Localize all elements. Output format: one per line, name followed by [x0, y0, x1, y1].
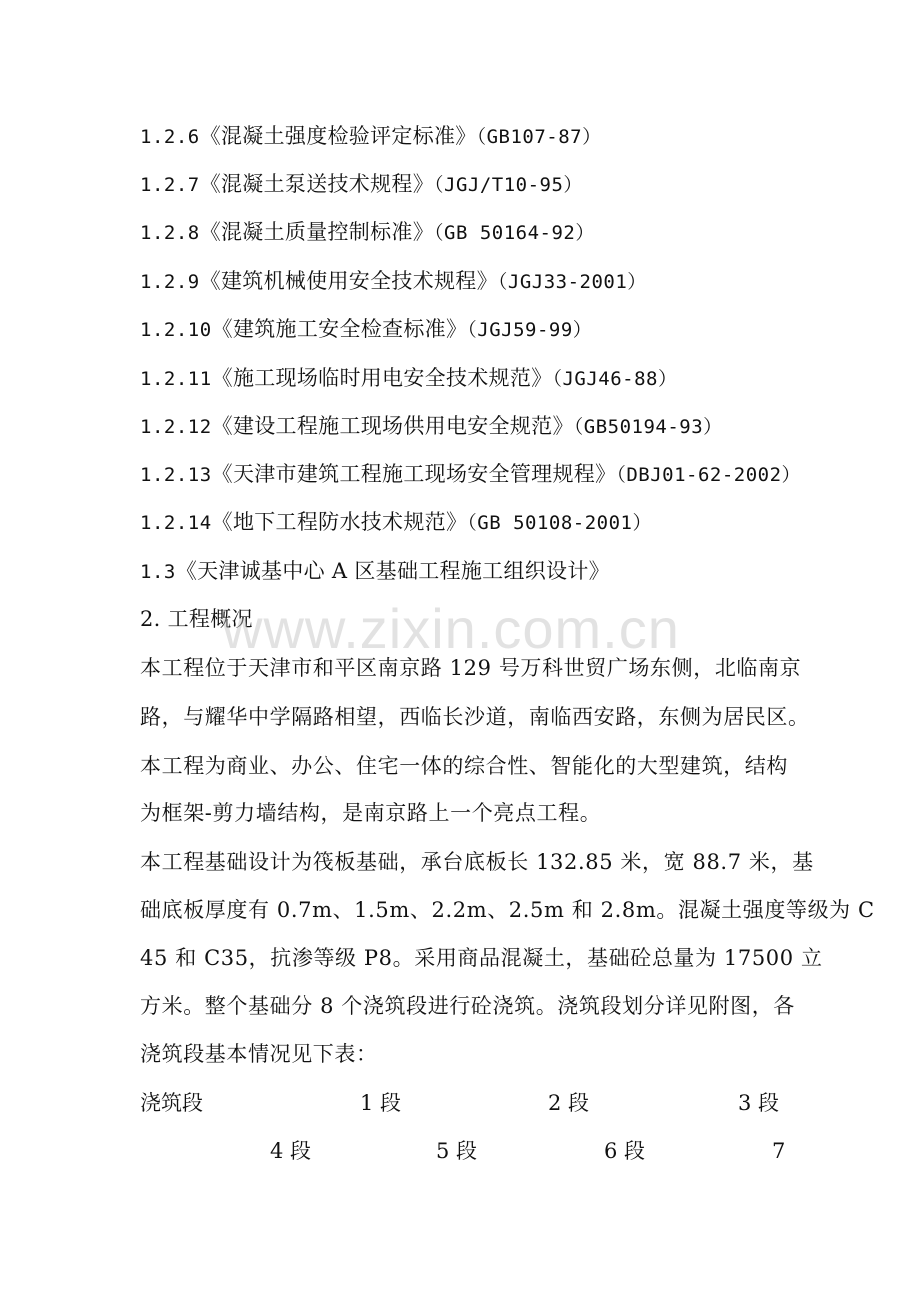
standard-number: 1.2.14 — [140, 512, 212, 534]
table-cell: 5 段 — [436, 1139, 478, 1163]
section-number: 1.3 — [140, 561, 176, 583]
paragraph-line: 为框架-剪力墙结构，是南京路上一个亮点工程。 — [140, 801, 602, 825]
table-cell: 2 段 — [548, 1091, 590, 1115]
standard-number: 1.2.11 — [140, 368, 212, 390]
table-cell: 1 段 — [360, 1091, 402, 1115]
standard-item-1-2-11 — [140, 364, 677, 393]
table-header-label: 浇筑段 — [140, 1091, 203, 1115]
standard-number: 1.2.9 — [140, 271, 200, 293]
paragraph-line: 45 和 C35，抗渗等级 P8。采用商品混凝土，基础砼总量为 17500 立 — [140, 946, 823, 970]
standard-item-1-2-6 — [140, 122, 602, 151]
standard-number: 1.2.7 — [140, 174, 200, 196]
standard-ref: （JGJ33-2001） — [497, 271, 647, 293]
paragraph-line: 路，与耀华中学隔路相望，西临长沙道，南临西安路，东侧为居民区。 — [140, 705, 810, 729]
standard-ref: （JGJ46-88） — [552, 368, 678, 390]
standard-ref: （GB 50108-2001） — [467, 512, 652, 534]
standard-item-1-2-14 — [140, 508, 652, 537]
standard-number: 1.2.6 — [140, 126, 200, 148]
standard-number: 1.2.8 — [140, 222, 200, 244]
section-1-3 — [140, 557, 610, 586]
standard-ref: （JGJ/T10-95） — [434, 174, 583, 196]
paragraph-line: 本工程位于天津市和平区南京路 129 号万科世贸广场东侧，北临南京 — [140, 656, 802, 680]
standard-title: 《混凝土强度检验评定标准》 — [199, 124, 477, 148]
paragraph-line: 本工程为商业、办公、住宅一体的综合性、智能化的大型建筑，结构 — [140, 754, 788, 778]
standard-number: 1.2.13 — [140, 464, 212, 486]
paragraph-line: 浇筑段基本情况见下表： — [140, 1042, 378, 1066]
standard-title: 《建筑机械使用安全技术规程》 — [199, 269, 498, 293]
table-row — [140, 1137, 786, 1165]
table-cell: 3 段 — [738, 1091, 780, 1115]
standard-item-1-2-9 — [140, 267, 647, 296]
paragraph-line: 础底板厚度有 0.7m、1.5m、2.2m、2.5m 和 2.8m。混凝土强度等级为 C — [140, 898, 875, 922]
standard-title: 《混凝土质量控制标准》 — [199, 220, 435, 244]
standard-title: 《混凝土泵送技术规程》 — [199, 172, 435, 196]
section-title: 《天津诚基中心 A 区基础工程施工组织设计》 — [175, 559, 610, 583]
table-cell: 4 段 — [270, 1139, 312, 1163]
standard-title: 《建设工程施工现场供用电安全规范》 — [211, 414, 574, 438]
standard-item-1-2-12 — [140, 412, 723, 441]
standard-item-1-2-8 — [140, 218, 595, 247]
standard-ref: （JGJ59-99） — [467, 319, 593, 341]
standard-ref: （GB 50164-92） — [434, 222, 595, 244]
standard-title: 《施工现场临时用电安全技术规范》 — [211, 366, 553, 390]
standard-title: 《天津市建筑工程施工现场安全管理规程》 — [211, 462, 617, 486]
standard-title: 《地下工程防水技术规范》 — [211, 510, 468, 534]
standard-item-1-2-13 — [140, 460, 801, 489]
standard-ref: （GB50194-93） — [573, 416, 723, 438]
standard-ref: （GB107-87） — [476, 126, 602, 148]
table-cell: 7 — [772, 1139, 786, 1163]
table-row — [140, 1089, 782, 1117]
standard-ref: （DBJ01-62-2002） — [616, 464, 802, 486]
standard-item-1-2-10 — [140, 315, 592, 344]
paragraph-line: 方米。整个基础分 8 个浇筑段进行砼浇筑。浇筑段划分详见附图，各 — [140, 994, 795, 1018]
paragraph-line: 本工程基础设计为筏板基础，承台底板长 132.85 米，宽 88.7 米，基 — [140, 850, 814, 874]
table-cell: 6 段 — [604, 1139, 646, 1163]
section-2-heading: 2. 工程概况 — [140, 607, 253, 631]
standard-title: 《建筑施工安全检查标准》 — [211, 317, 468, 341]
standard-number: 1.2.10 — [140, 319, 212, 341]
watermark: www.zixin.com.cn — [222, 597, 680, 660]
standard-item-1-2-7 — [140, 170, 583, 199]
standard-number: 1.2.12 — [140, 416, 212, 438]
